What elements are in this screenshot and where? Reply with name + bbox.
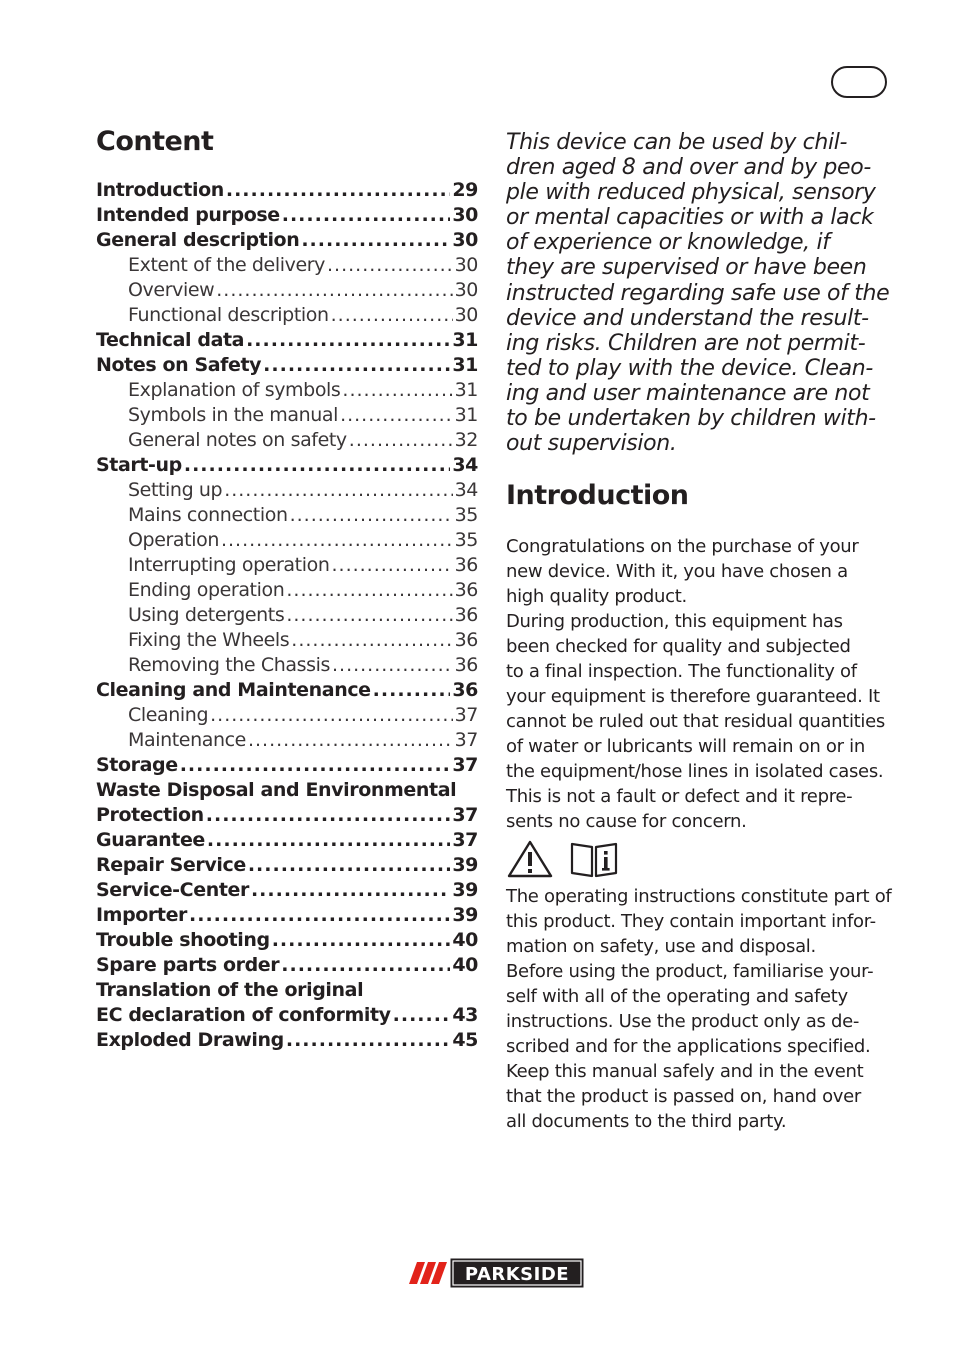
text-line: This is not a fault or defect and it repre-: [506, 786, 853, 808]
toc-entry-label: EC declaration of conformity: [96, 1004, 391, 1026]
toc-entry-label: Cleaning: [128, 704, 209, 726]
toc-entry-label: Mains connection: [128, 504, 288, 526]
toc-leader-dots: [263, 353, 450, 378]
toc-entry-page: 31: [454, 404, 478, 426]
toc-entry: [96, 1003, 478, 1028]
toc-entry: [96, 853, 478, 878]
symbol-row: [506, 834, 898, 884]
text-line: device and understand the result-: [506, 305, 869, 331]
toc-entry-label: Storage: [96, 754, 178, 776]
toc-entry: [96, 278, 478, 303]
toc-entry: [96, 703, 478, 728]
toc-leader-dots: [340, 403, 453, 428]
toc-entry-page: 45: [452, 1029, 478, 1051]
introduction-paragraph-1: [506, 534, 898, 834]
toc-entry: [96, 378, 478, 403]
toc-entry-page: 30: [452, 204, 478, 226]
toc-entry-label: Intended purpose: [96, 204, 280, 226]
warning-triangle-icon: [506, 839, 554, 879]
toc-entry: [96, 453, 478, 478]
toc-leader-dots: [216, 278, 452, 303]
toc-entry-page: 31: [452, 354, 478, 376]
toc-entry-label: Fixing the Wheels: [128, 629, 290, 651]
toc-entry-label: Cleaning and Maintenance: [96, 679, 371, 701]
toc-entry: [96, 578, 478, 603]
toc-entry-label: Introduction: [96, 179, 224, 201]
toc-entry: [96, 653, 478, 678]
text-line: of water or lubricants will remain on or in: [506, 736, 865, 758]
toc-entry: [96, 828, 478, 853]
toc-entry-label: Repair Service: [96, 854, 246, 876]
logo-wordmark: PARKSIDE: [464, 1264, 570, 1285]
toc-leader-dots: [184, 453, 451, 478]
introduction-paragraph-2: [506, 884, 898, 1134]
read-manual-icon: [568, 839, 620, 879]
toc-entry-page: 40: [452, 954, 478, 976]
toc-entry: [96, 353, 478, 378]
toc-entry-page: 35: [454, 529, 478, 551]
toc-entry: [96, 328, 478, 353]
toc-entry-label: Start-up: [96, 454, 182, 476]
toc-leader-dots: [207, 828, 450, 853]
toc-entry: [96, 503, 478, 528]
toc-entry-page: 30: [454, 304, 478, 326]
toc-entry-label: Explanation of symbols: [128, 379, 341, 401]
toc-entry: [96, 978, 478, 1003]
toc-leader-dots: [286, 578, 452, 603]
toc-entry-page: 36: [454, 629, 478, 651]
toc-entry: [96, 1028, 478, 1053]
text-line: self with all of the operating and safety: [506, 986, 848, 1008]
text-line: cannot be ruled out that residual quantities: [506, 711, 885, 733]
toc-entry-page: 36: [454, 654, 478, 676]
toc-entry-label: Service-Center: [96, 879, 249, 901]
toc-entry-page: 40: [452, 929, 478, 951]
toc-entry-page: 34: [454, 479, 478, 501]
text-line: Keep this manual safely and in the event: [506, 1061, 864, 1083]
toc-leader-dots: [327, 253, 453, 278]
toc-entry: [96, 778, 478, 803]
text-line: ted to play with the device. Clean-: [506, 355, 873, 381]
text-line: been checked for quality and subjected: [506, 636, 851, 658]
toc-entry-label: Trouble shooting: [96, 929, 270, 951]
text-line: that the product is passed on, hand over: [506, 1086, 862, 1108]
text-line: this product. They contain important infor-: [506, 911, 876, 933]
toc-entry-page: 29: [452, 179, 478, 201]
language-badge: [831, 66, 887, 98]
toc-entry-label: Extent of the delivery: [128, 254, 325, 276]
toc-title: Content: [96, 126, 214, 157]
safety-note: [506, 130, 898, 456]
introduction-heading: Introduction: [506, 480, 689, 512]
toc-leader-dots: [246, 328, 450, 353]
text-line: or mental capacities or with a lack: [506, 205, 874, 231]
toc-entry-label: Setting up: [128, 479, 223, 501]
toc-entry: [96, 403, 478, 428]
toc-entry-page: 37: [452, 829, 478, 851]
toc-entry-label: Translation of the original: [96, 979, 364, 1001]
toc-entry-label: Operation: [128, 529, 219, 551]
toc-leader-dots: [286, 603, 452, 628]
toc-entry-page: 31: [452, 329, 478, 351]
toc-entry-label: Overview: [128, 279, 215, 301]
toc-leader-dots: [248, 853, 451, 878]
toc-entry-page: 39: [452, 904, 478, 926]
toc-leader-dots: [349, 428, 453, 453]
toc-entry-page: 37: [452, 804, 478, 826]
toc-entry: [96, 928, 478, 953]
toc-entry-page: 37: [454, 704, 478, 726]
text-line: to a final inspection. The functionality of: [506, 661, 857, 683]
toc-entry: [96, 253, 478, 278]
text-line: high quality product.: [506, 586, 687, 608]
text-line: During production, this equipment has: [506, 611, 843, 633]
toc-entry-label: Exploded Drawing: [96, 1029, 284, 1051]
toc-entry: [96, 953, 478, 978]
toc-leader-dots: [373, 678, 451, 703]
toc-entry: [96, 803, 478, 828]
text-line: your equipment is therefore guaranteed. It: [506, 686, 880, 708]
toc-leader-dots: [272, 928, 451, 953]
toc-entry-page: 36: [454, 554, 478, 576]
toc-list: [96, 178, 478, 1053]
toc-leader-dots: [291, 628, 452, 653]
toc-entry: [96, 878, 478, 903]
toc-entry-label: Spare parts order: [96, 954, 280, 976]
toc-entry-label: Ending operation: [128, 579, 285, 601]
toc-entry-page: 39: [452, 854, 478, 876]
text-line: mation on safety, use and disposal.: [506, 936, 816, 958]
toc-entry-label: Notes on Safety: [96, 354, 262, 376]
toc-entry-label: Protection: [96, 804, 204, 826]
toc-entry-label: General description: [96, 229, 300, 251]
toc-entry: [96, 728, 478, 753]
toc-leader-dots: [251, 878, 450, 903]
toc-entry: [96, 203, 478, 228]
toc-leader-dots: [286, 1028, 451, 1053]
toc-entry: [96, 753, 478, 778]
toc-entry-page: 36: [454, 579, 478, 601]
text-line: dren aged 8 and over and by peo-: [506, 155, 871, 181]
text-line: The operating instructions constitute part of: [506, 886, 892, 908]
toc-leader-dots: [342, 378, 452, 403]
toc-entry-label: Using detergents: [128, 604, 285, 626]
toc-leader-dots: [221, 528, 453, 553]
toc-entry-label: Guarantee: [96, 829, 205, 851]
toc-entry: [96, 553, 478, 578]
text-line: ing risks. Children are not permit-: [506, 330, 866, 356]
text-line: of experience or knowledge, if: [506, 230, 830, 256]
text-line: Congratulations on the purchase of your: [506, 536, 859, 558]
toc-entry-label: Technical data: [96, 329, 245, 351]
toc-entry-page: 39: [452, 879, 478, 901]
toc-leader-dots: [393, 1003, 451, 1028]
toc-entry: [96, 303, 478, 328]
toc-leader-dots: [281, 953, 450, 978]
toc-entry: [96, 903, 478, 928]
toc-entry: [96, 228, 478, 253]
text-line: instructions. Use the product only as de-: [506, 1011, 860, 1033]
toc-leader-dots: [331, 553, 452, 578]
toc-entry-page: 37: [454, 729, 478, 751]
toc-leader-dots: [248, 728, 453, 753]
toc-entry-page: 36: [454, 604, 478, 626]
text-line: instructed regarding safe use of the: [506, 280, 890, 306]
toc-entry-page: 36: [452, 679, 478, 701]
toc-entry: [96, 428, 478, 453]
text-line: Before using the product, familiarise your-: [506, 961, 874, 983]
parkside-logo: [403, 1257, 585, 1289]
toc-leader-dots: [332, 653, 453, 678]
right-column: [506, 130, 898, 1134]
toc-entry: [96, 178, 478, 203]
toc-leader-dots: [301, 228, 450, 253]
toc-leader-dots: [224, 478, 452, 503]
text-line: scribed and for the applications specified.: [506, 1036, 871, 1058]
toc-entry-page: 30: [454, 254, 478, 276]
text-line: This device can be used by chil-: [506, 130, 848, 155]
toc-entry-label: Functional description: [128, 304, 329, 326]
text-line: ing and user maintenance are not: [506, 380, 870, 406]
text-line: the equipment/hose lines in isolated cases.: [506, 761, 884, 783]
toc-entry-label: Importer: [96, 904, 188, 926]
toc-leader-dots: [206, 803, 451, 828]
toc-entry-label: Interrupting operation: [128, 554, 330, 576]
toc-entry-label: General notes on safety: [128, 429, 347, 451]
text-line: to be undertaken by children with-: [506, 406, 876, 432]
text-line: they are supervised or have been: [506, 255, 867, 281]
toc-entry-page: 43: [452, 1004, 478, 1026]
toc-entry-page: 32: [454, 429, 478, 451]
text-line: all documents to the third party.: [506, 1111, 787, 1133]
toc-entry-page: 30: [452, 229, 478, 251]
text-line: ple with reduced physical, sensory: [506, 180, 876, 206]
toc-entry-page: 31: [454, 379, 478, 401]
toc-leader-dots: [226, 178, 450, 203]
toc-leader-dots: [189, 903, 450, 928]
toc-entry-label: Removing the Chassis: [128, 654, 330, 676]
toc-entry-label: Symbols in the manual: [128, 404, 339, 426]
toc-entry-page: 35: [454, 504, 478, 526]
toc-entry: [96, 678, 478, 703]
toc-entry: [96, 603, 478, 628]
toc-leader-dots: [180, 753, 451, 778]
toc-entry-label: Maintenance: [128, 729, 246, 751]
toc-entry: [96, 628, 478, 653]
toc-entry-page: 37: [452, 754, 478, 776]
text-line: sents no cause for concern.: [506, 811, 747, 833]
text-line: out supervision.: [506, 431, 677, 457]
toc-entry-page: 34: [452, 454, 478, 476]
table-of-contents: [96, 126, 478, 1053]
toc-entry: [96, 478, 478, 503]
toc-entry-label: Waste Disposal and Environmental: [96, 779, 457, 801]
toc-leader-dots: [331, 303, 453, 328]
text-line: new device. With it, you have chosen a: [506, 561, 848, 583]
toc-leader-dots: [282, 203, 451, 228]
toc-leader-dots: [290, 503, 453, 528]
toc-entry: [96, 528, 478, 553]
toc-entry-page: 30: [454, 279, 478, 301]
toc-leader-dots: [210, 703, 453, 728]
